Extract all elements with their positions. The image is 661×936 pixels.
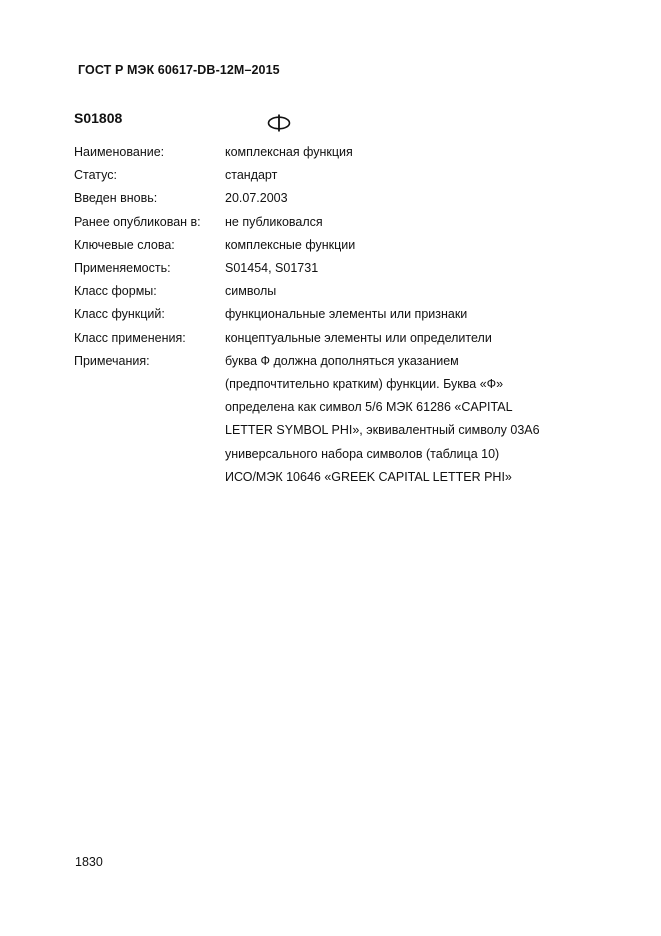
field-value: стандарт bbox=[225, 168, 278, 183]
field-value: 20.07.2003 bbox=[225, 191, 288, 206]
field-label: Применяемость: bbox=[74, 261, 171, 276]
field-application-class bbox=[74, 327, 594, 350]
field-label: Класс формы: bbox=[74, 284, 157, 299]
field-value: S01454, S01731 bbox=[225, 261, 319, 276]
notes-line: буква Ф должна дополняться указанием bbox=[225, 353, 459, 368]
field-introduced bbox=[74, 187, 594, 210]
field-name bbox=[74, 141, 594, 164]
notes-line: (предпочтительно кратким) функции. Буква «Ф» bbox=[225, 377, 504, 392]
field-previously-published bbox=[74, 211, 594, 234]
document-header: ГОСТ Р МЭК 60617-DB-12M–2015 bbox=[78, 63, 280, 77]
field-label: Ключевые слова: bbox=[74, 237, 175, 252]
field-value: не публиковался bbox=[225, 214, 323, 229]
field-label: Ранее опубликован в: bbox=[74, 214, 201, 229]
notes-line: определена как символ 5/6 МЭК 61286 «CAPITAL bbox=[225, 400, 513, 415]
field-applicability bbox=[74, 257, 594, 280]
field-value: символы bbox=[225, 284, 277, 299]
field-label: Наименование: bbox=[74, 145, 165, 159]
notes-line: универсального набора символов (таблица 10) bbox=[225, 446, 500, 461]
field-shape-class bbox=[74, 280, 594, 303]
field-notes bbox=[74, 350, 594, 489]
field-keywords bbox=[74, 234, 594, 257]
field-label: Примечания: bbox=[74, 353, 150, 368]
symbol-code: S01808 bbox=[74, 110, 123, 126]
complex-function-phi-symbol-icon bbox=[266, 113, 292, 133]
field-value: функциональные элементы или признаки bbox=[225, 307, 468, 322]
symbol-attributes bbox=[74, 141, 594, 489]
field-label: Класс применения: bbox=[74, 330, 186, 345]
field-label: Класс функций: bbox=[74, 307, 165, 322]
notes-line: LETTER SYMBOL PHI», эквивалентный символу 03A6 bbox=[225, 423, 540, 438]
field-label: Введен вновь: bbox=[74, 191, 158, 206]
field-label: Статус: bbox=[74, 168, 117, 183]
field-value: комплексная функция bbox=[225, 145, 353, 159]
field-status bbox=[74, 164, 594, 187]
notes-text bbox=[225, 350, 594, 489]
field-function-class bbox=[74, 303, 594, 326]
notes-line: ИСО/МЭК 10646 «GREEK CAPITAL LETTER PHI» bbox=[225, 469, 512, 484]
field-value: комплексные функции bbox=[225, 237, 356, 252]
page-number: 1830 bbox=[75, 855, 103, 869]
field-value: концептуальные элементы или определители bbox=[225, 330, 492, 345]
